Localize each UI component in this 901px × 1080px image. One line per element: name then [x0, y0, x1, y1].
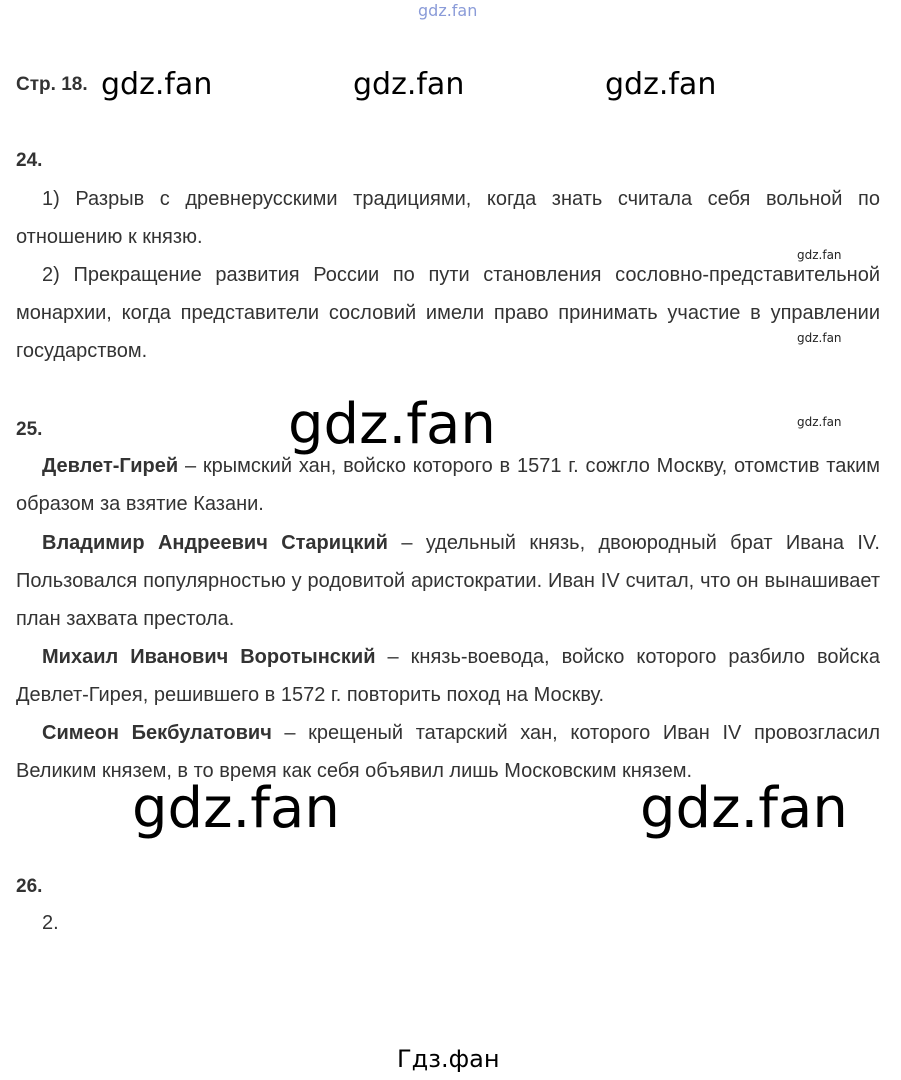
watermark-top: gdz.fan [418, 1, 478, 20]
entry-2-text: – удельный князь, двоюродный брат Ивана IV. Пользовался популярностью у родовитой аристократии. Иван IV считал, что он вынашивает план захвата престола. [16, 532, 880, 630]
watermark-small-3: gdz.fan [797, 415, 842, 429]
task-24-number: 24. [16, 150, 43, 171]
task-26-answer: 2. [42, 912, 59, 934]
page-reference: Стр. 18. [16, 74, 88, 95]
watermark-header-1: gdz.fan [101, 67, 213, 102]
entry-1-term: Девлет-Гирей [42, 455, 179, 477]
watermark-bottom: Гдз.фан [397, 1045, 500, 1073]
entry-2-term: Владимир Андреевич Старицкий [42, 532, 388, 554]
watermark-header-2: gdz.fan [353, 67, 465, 102]
entry-4-term: Симеон Бекбулатович [42, 722, 272, 744]
entry-1-text: – крымский хан, войско которого в 1571 г. сожгло Москву, отомстив таким образом за взятие Казани. [16, 455, 880, 515]
watermark-small-2: gdz.fan [797, 331, 842, 345]
watermark-big-2: gdz.fan [132, 776, 340, 841]
task-24-item-1: 1) Разрыв с древнерусскими традициями, когда знать считала себя вольной по отношению к князю. [16, 188, 880, 248]
task-24-item-2: 2) Прекращение развития России по пути становления сословно-представительной монархии, когда представители сословий имели право принимать участие в управлении государством. [16, 264, 880, 362]
entry-3-text: – князь-воевода, войско которого разбило войска Девлет-Гирея, решившего в 1572 г. повторить поход на Москву. [16, 646, 880, 706]
task-25-number: 25. [16, 419, 43, 440]
entry-4-text: – крещеный татарский хан, которого Иван IV провозгласил Великим князем, в то время как себя объявил лишь Московским князем. [16, 722, 880, 782]
task-25-entry-2 [16, 524, 880, 638]
watermark-big-3: gdz.fan [640, 776, 848, 841]
watermark-big-1: gdz.fan [288, 392, 496, 457]
watermark-small-1: gdz.fan [797, 248, 842, 262]
task-26-number: 26. [16, 876, 43, 897]
entry-3-term: Михаил Иванович Воротынский [42, 646, 376, 668]
watermark-header-3: gdz.fan [605, 67, 717, 102]
task-25-entry-1 [16, 447, 880, 523]
task-25-entry-3 [16, 638, 880, 714]
